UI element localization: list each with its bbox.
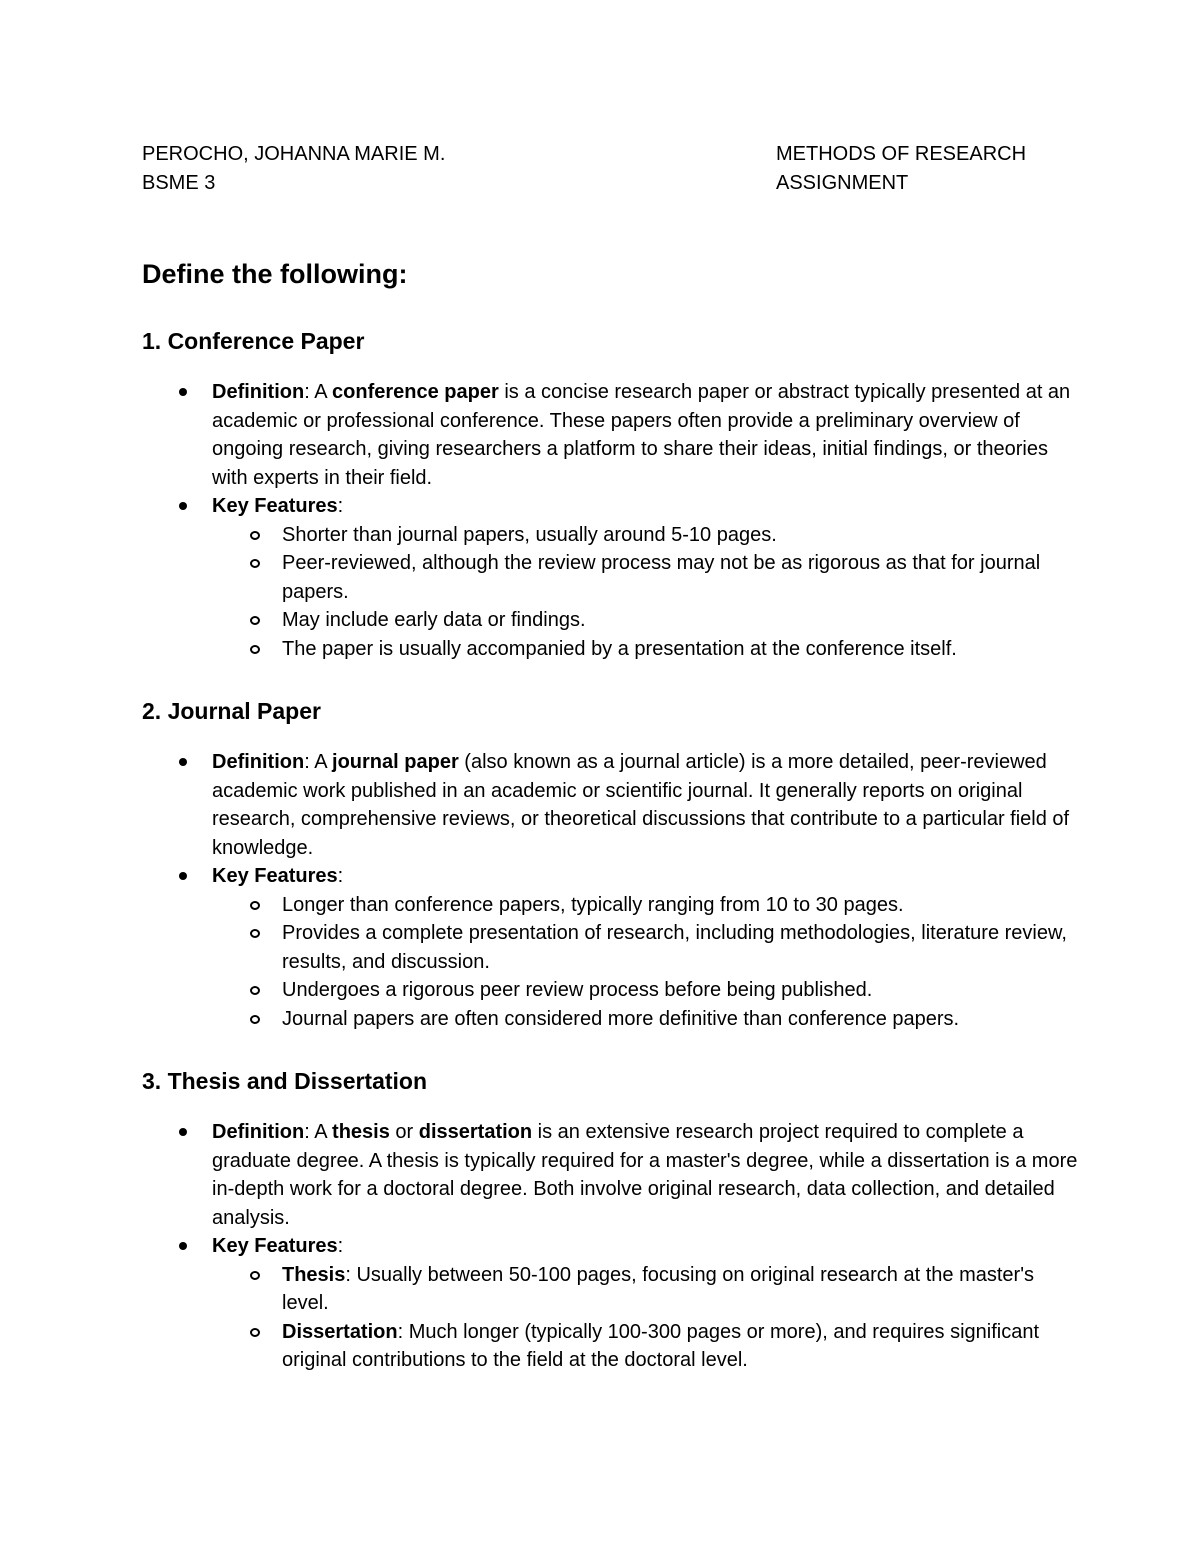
section-list (142, 378, 1082, 663)
feature-text: : Much longer (typically 100-300 pages or more), and requires significant original contributions to the field at the doctoral level. (282, 1320, 1040, 1371)
feature-item (212, 919, 1082, 976)
defined-term: thesis (332, 1121, 390, 1143)
bullet-dot-icon (179, 502, 187, 510)
definition-text: is a concise research paper or abstract typically presented at an academic or professional conference. These papers often provide a preliminary overview of ongoing research, giving researchers a platform to share their ideas, initial findings, or theories with experts in their field. (212, 381, 1071, 489)
key-features-label: Key Features (212, 495, 338, 517)
document-type: ASSIGNMENT (776, 172, 909, 194)
definition-prefix: : A (304, 751, 333, 773)
bullet-ring-icon (250, 645, 260, 654)
definition-item (142, 748, 1082, 862)
bullet-ring-icon (250, 1015, 260, 1024)
feature-text: May include early data or findings. (282, 609, 586, 631)
section-heading: 3. Thesis and Dissertation (142, 1068, 428, 1094)
feature-text: Undergoes a rigorous peer review process before being published. (282, 979, 873, 1001)
features-list (212, 1261, 1082, 1375)
definition-text: (also known as a journal article) is a more detailed, peer-reviewed academic work published in an academic or scientific journal. It generally reports on original research, comprehensive reviews, or theoretical discussions that contribute to a particular field of knowledge. (212, 751, 1070, 859)
key-features-label: Key Features (212, 1235, 338, 1257)
key-features-item (142, 862, 1082, 1033)
bullet-dot-icon (179, 1242, 187, 1250)
section-conference-paper (142, 324, 1082, 663)
feature-text: Provides a complete presentation of research, including methodologies, literature review, results, and discussion. (282, 922, 1067, 973)
colon: : (337, 865, 344, 887)
bullet-ring-icon (250, 1328, 260, 1337)
definition-item (142, 1118, 1082, 1232)
section-list (142, 748, 1082, 1033)
feature-item (212, 1005, 1082, 1034)
bullet-dot-icon (179, 388, 187, 396)
section-heading: 1. Conference Paper (142, 328, 365, 354)
definition-label: Definition (212, 1121, 305, 1143)
feature-term: Thesis (282, 1263, 346, 1286)
bullet-ring-icon (250, 986, 260, 995)
section-heading: 2. Journal Paper (142, 698, 321, 724)
header-right (776, 140, 1026, 198)
student-name: PEROCHO, JOHANNA MARIE M. (142, 143, 446, 165)
bullet-ring-icon (250, 929, 260, 938)
features-list (212, 521, 1082, 664)
bullet-dot-icon (179, 1128, 187, 1136)
feature-text: : Usually between 50-100 pages, focusing on original research at the master's level. (282, 1263, 1035, 1314)
definition-text: is an extensive research project required to complete a graduate degree. A thesis is typically required for a master's degree, while a dissertation is a more in-depth work for a doctoral degree. Both involve original research, data collection, and detailed analysis. (212, 1121, 1078, 1229)
definition-label: Definition (212, 381, 305, 403)
colon: : (337, 495, 344, 517)
course-name: METHODS OF RESEARCH (776, 143, 1027, 165)
bullet-dot-icon (179, 758, 187, 766)
section-thesis-dissertation (142, 1064, 1082, 1375)
bullet-ring-icon (250, 531, 260, 540)
definition-item (142, 378, 1082, 492)
definition-prefix: : A (304, 1121, 333, 1143)
key-features-item (142, 1232, 1082, 1375)
defined-term: journal paper (332, 751, 459, 773)
defined-term-secondary: dissertation (418, 1121, 533, 1143)
feature-text: Longer than conference papers, typically ranging from 10 to 30 pages. (282, 893, 904, 916)
feature-text: Journal papers are often considered more definitive than conference papers. (282, 1007, 960, 1030)
feature-item (212, 549, 1082, 606)
feature-term: Dissertation (282, 1320, 398, 1343)
colon: : (337, 1235, 344, 1257)
header-left (142, 140, 445, 198)
key-features-item (142, 492, 1082, 663)
key-features-label: Key Features (212, 865, 338, 887)
section-journal-paper (142, 694, 1082, 1033)
feature-item (212, 635, 1082, 664)
bullet-ring-icon (250, 1271, 260, 1280)
defined-term: conference paper (332, 381, 499, 403)
feature-item (212, 1318, 1082, 1375)
section-list (142, 1118, 1082, 1375)
feature-text: The paper is usually accompanied by a presentation at the conference itself. (282, 637, 957, 660)
bullet-ring-icon (250, 559, 260, 568)
definition-connector: or (389, 1121, 419, 1143)
feature-item (212, 606, 1082, 635)
feature-item (212, 976, 1082, 1005)
feature-item (212, 891, 1082, 920)
features-list (212, 891, 1082, 1034)
bullet-ring-icon (250, 901, 260, 910)
feature-item (212, 1261, 1082, 1318)
definition-prefix: : A (304, 381, 333, 403)
definition-label: Definition (212, 751, 305, 773)
feature-text: Shorter than journal papers, usually around 5-10 pages. (282, 523, 777, 546)
feature-text: Peer-reviewed, although the review process may not be as rigorous as that for journal papers. (282, 552, 1041, 603)
bullet-ring-icon (250, 616, 260, 625)
page-title: Define the following: (142, 259, 408, 289)
feature-item (212, 521, 1082, 550)
bullet-dot-icon (179, 872, 187, 880)
program: BSME 3 (142, 172, 216, 194)
